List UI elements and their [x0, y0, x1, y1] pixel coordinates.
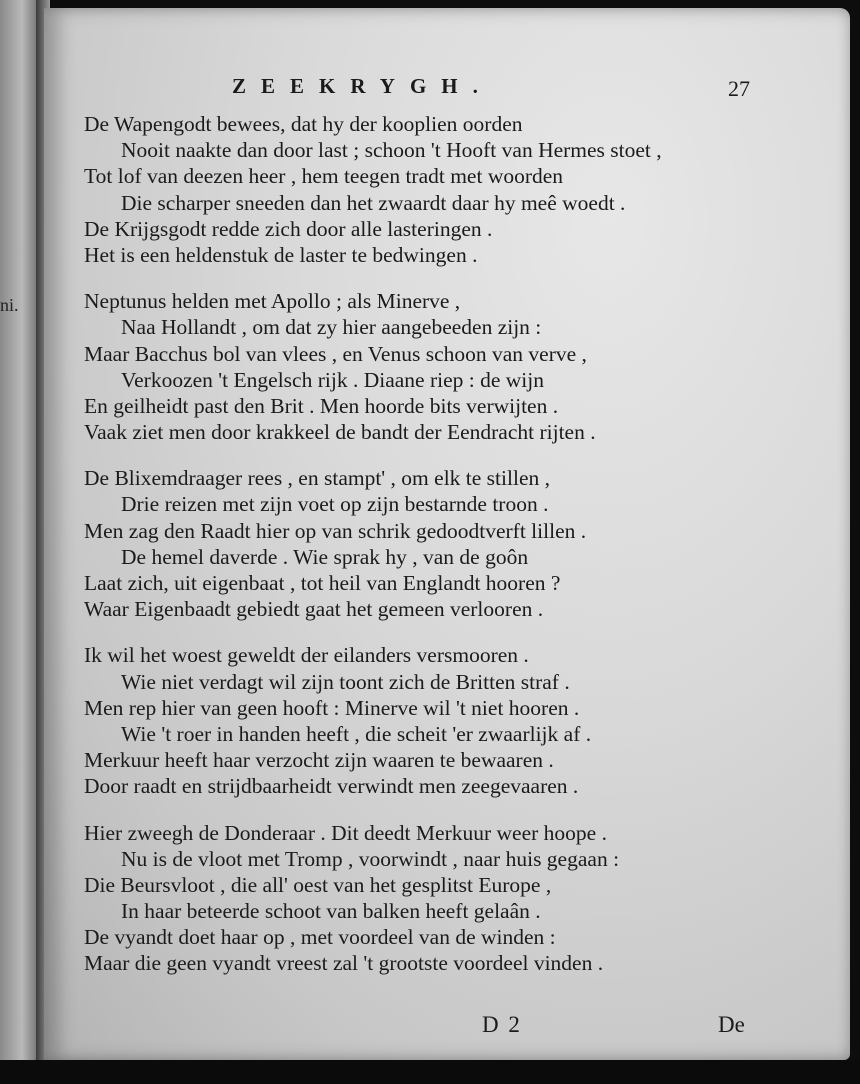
- poem-line: Wie niet verdagt wil zijn toont zich de Britten straf .: [121, 669, 570, 694]
- poem-line: De hemel daverde . Wie sprak hy , van de goôn: [121, 544, 529, 569]
- poem-line: Tot lof van deezen heer , hem teegen tradt met woorden: [84, 164, 564, 189]
- page-footer: [44, 1012, 850, 1042]
- poem-line: Maar die geen vyandt vreest zal 't grootste voordeel vinden .: [84, 951, 604, 976]
- stanza: [84, 111, 824, 268]
- poem-line: Verkoozen 't Engelsch rijk . Diaane riep : de wijn: [121, 367, 544, 392]
- poem-line: En geilheidt past den Brit . Men hoorde bits verwijten .: [84, 393, 559, 418]
- poem-line: Merkuur heeft haar verzocht zijn waaren te bewaaren .: [84, 748, 554, 773]
- poem-line: De vyandt doet haar op , met voordeel van de winden :: [84, 925, 556, 950]
- poem-line: Laat zich, uit eigenbaat , tot heil van Englandt hooren ?: [84, 571, 561, 595]
- previous-page-text-fragment: ni.: [0, 295, 19, 315]
- poem-line: Nu is de vloot met Tromp , voorwindt , naar huis gegaan :: [121, 846, 620, 871]
- poem-line: Die Beursvloot , die all' oest van het gesplitst Europe ,: [84, 872, 552, 897]
- poem-line: Naa Hollandt , om dat zy hier aangebeeden zijn :: [121, 315, 542, 340]
- poem-line: De Blixemdraager rees , en stampt' , om elk te stillen ,: [84, 466, 550, 491]
- page-number: 27: [728, 76, 750, 101]
- poem-body: [84, 111, 824, 997]
- page-header: [44, 74, 850, 104]
- poem-line: Het is een heldenstuk de laster te bedwingen .: [84, 242, 478, 267]
- stanza: [84, 642, 824, 799]
- book-page: [44, 8, 850, 1060]
- poem-line: Vaak ziet men door krakkeel de bandt der Eendracht rijten .: [84, 420, 596, 445]
- poem-line: Ik wil het woest geweldt der eilanders versmooren .: [84, 643, 529, 668]
- poem-line: In haar beteerde schoot van balken heeft gelaân .: [121, 899, 541, 924]
- poem-line: Door raadt en strijdbaarheidt verwindt men zeegevaaren .: [84, 774, 579, 799]
- poem-line: Drie reizen met zijn voet op zijn bestarnde troon .: [121, 492, 549, 517]
- running-title: ZEEKRYGH.: [232, 74, 493, 98]
- poem-line: Die scharper sneeden dan het zwaardt daar hy meê woedt .: [121, 190, 626, 215]
- poem-line: Hier zweegh de Donderaar . Dit deedt Merkuur weer hoope .: [84, 820, 607, 845]
- poem-line: Nooit naakte dan door last ; schoon 't Hooft van Hermes stoet ,: [121, 138, 662, 163]
- poem-line: Neptunus helden met Apollo ; als Minerve ,: [84, 289, 461, 314]
- poem-line: Waar Eigenbaadt gebiedt gaat het gemeen verlooren .: [84, 597, 544, 622]
- stanza: [84, 820, 824, 977]
- poem-line: Maar Bacchus bol van vlees , en Venus schoon van verve ,: [84, 341, 587, 366]
- poem-line: Men rep hier van geen hooft : Minerve wil 't niet hooren .: [84, 695, 580, 720]
- stanza: [84, 465, 824, 622]
- stanza: [84, 288, 824, 445]
- previous-page-edge: [0, 0, 40, 1060]
- poem-line: De Krijgsgodt redde zich door alle lasteringen .: [84, 216, 493, 241]
- poem-line: De Wapengodt bewees, dat hy der kooplien oorden: [84, 112, 523, 136]
- poem-line: Wie 't roer in handen heeft , die scheit 'er zwaarlijk af .: [121, 721, 592, 746]
- signature-mark: D 2: [482, 1012, 522, 1037]
- scan-bottom-edge: [0, 1060, 860, 1084]
- poem-line: Men zag den Raadt hier op van schrik gedoodtverft lillen .: [84, 518, 587, 543]
- catchword: De: [718, 1012, 745, 1037]
